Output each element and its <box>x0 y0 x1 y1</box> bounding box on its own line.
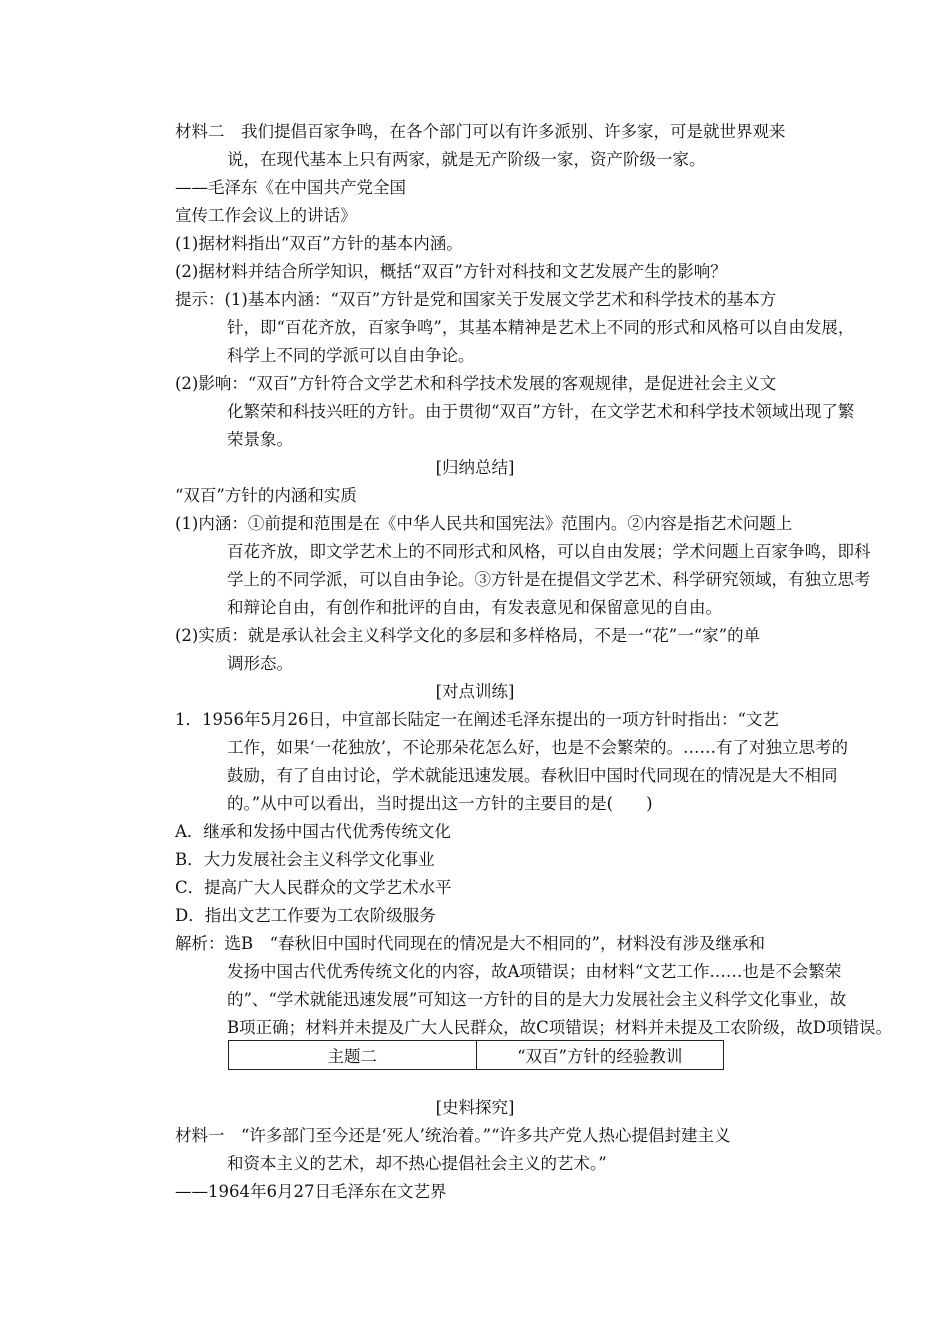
section-heading: [史料探究] <box>435 1098 515 1117</box>
text-line: 荣景象。 <box>227 430 293 449</box>
text-line: 材料二 我们提倡百家争鸣，在各个部门可以有许多派别、许多家，可是就世界观来 <box>175 122 786 141</box>
topic-title-cell: “双百”方针的经验教训 <box>476 1041 724 1070</box>
text-line: 科学上不同的学派可以自由争论。 <box>227 346 475 365</box>
text-line: 发扬中国古代优秀传统文化的内容，故A项错误；由材料“文艺工作……也是不会繁荣 <box>227 962 842 981</box>
text-line: 百花齐放，即文学艺术上的不同形式和风格，可以自由发展；学术问题上百家争鸣，即科 <box>227 542 871 561</box>
text-line: “双百”方针的内涵和实质 <box>175 486 357 505</box>
text-line: 的。”从中可以看出，当时提出这一方针的主要目的是( ) <box>227 794 653 813</box>
text-line: 的”、“学术就能迅速发展”可知这一方针的目的是大力发展社会主义科学文化事业，故 <box>227 990 847 1009</box>
text-line: 材料一 “许多部门至今还是‘死人’统治着。”“许多共产党人热心提倡封建主义 <box>175 1126 731 1145</box>
text-line: 针，即“百花齐放，百家争鸣”，其基本精神是艺术上不同的形式和风格可以自由发展， <box>227 318 855 337</box>
text-line: 和资本主义的艺术，却不热心提倡社会主义的艺术。” <box>227 1154 607 1173</box>
text-line: D．指出文艺工作要为工农阶级服务 <box>175 906 436 925</box>
text-line: 解析：选B “春秋旧中国时代同现在的情况是大不相同的”，材料没有涉及继承和 <box>175 934 765 953</box>
text-line: (2)影响：“双百”方针符合文学艺术和科学技术发展的客观规律，是促进社会主义文 <box>175 374 777 393</box>
text-line: (1)内涵：①前提和范围是在《中华人民共和国宪法》范围内。②内容是指艺术问题上 <box>175 514 793 533</box>
text-line: ——毛泽东《在中国共产党全国 <box>175 178 406 197</box>
text-line: B．大力发展社会主义科学文化事业 <box>175 850 435 869</box>
text-line: ——1964年6月27日毛泽东在文艺界 <box>175 1182 447 1201</box>
text-line: 工作，如果‘一花独放’，不论那朵花怎么好，也是不会繁荣的。……有了对独立思考的 <box>227 738 848 757</box>
text-line: B项正确；材料并未提及广大人民群众，故C项错误；材料并未提及工农阶级，故D项错误。 <box>227 1018 892 1037</box>
text-line: 宣传工作会议上的讲话》 <box>175 206 357 225</box>
topic-table <box>228 1040 724 1070</box>
table-row <box>229 1041 724 1070</box>
text-line: 学上的不同学派，可以自由争论。③方针是在提倡文学艺术、科学研究领域，有独立思考 <box>227 570 871 589</box>
text-line: (2)实质：就是承认社会主义科学文化的多层和多样格局，不是一“花”一“家”的单 <box>175 626 761 645</box>
text-line: 说，在现代基本上只有两家，就是无产阶级一家，资产阶级一家。 <box>227 150 706 169</box>
text-line: 鼓励，有了自由讨论，学术就能迅速发展。春秋旧中国时代同现在的情况是大不相同 <box>227 766 838 785</box>
section-heading: [归纳总结] <box>435 458 515 477</box>
text-line: (1)据材料指出“双百”方针的基本内涵。 <box>175 234 463 253</box>
text-line: 调形态。 <box>227 654 293 673</box>
topic-number-cell: 主题二 <box>229 1041 477 1070</box>
section-heading: [对点训练] <box>435 682 515 701</box>
text-line: A．继承和发扬中国古代优秀传统文化 <box>175 822 451 841</box>
text-line: C．提高广大人民群众的文学艺术水平 <box>175 878 452 897</box>
text-line: 提示：(1)基本内涵：“双百”方针是党和国家关于发展文学艺术和科学技术的基本方 <box>175 290 777 309</box>
text-line: (2)据材料并结合所学知识，概括“双百”方针对科技和文艺发展产生的影响？ <box>175 262 727 281</box>
text-line: 和辩论自由，有创作和批评的自由，有发表意见和保留意见的自由。 <box>227 598 722 617</box>
text-line: 化繁荣和科技兴旺的方针。由于贯彻“双百”方针，在文学艺术和科学技术领域出现了繁 <box>227 402 855 421</box>
text-line: 1．1956年5月26日，中宣部长陆定一在阐述毛泽东提出的一项方针时指出：“文艺 <box>175 710 779 729</box>
